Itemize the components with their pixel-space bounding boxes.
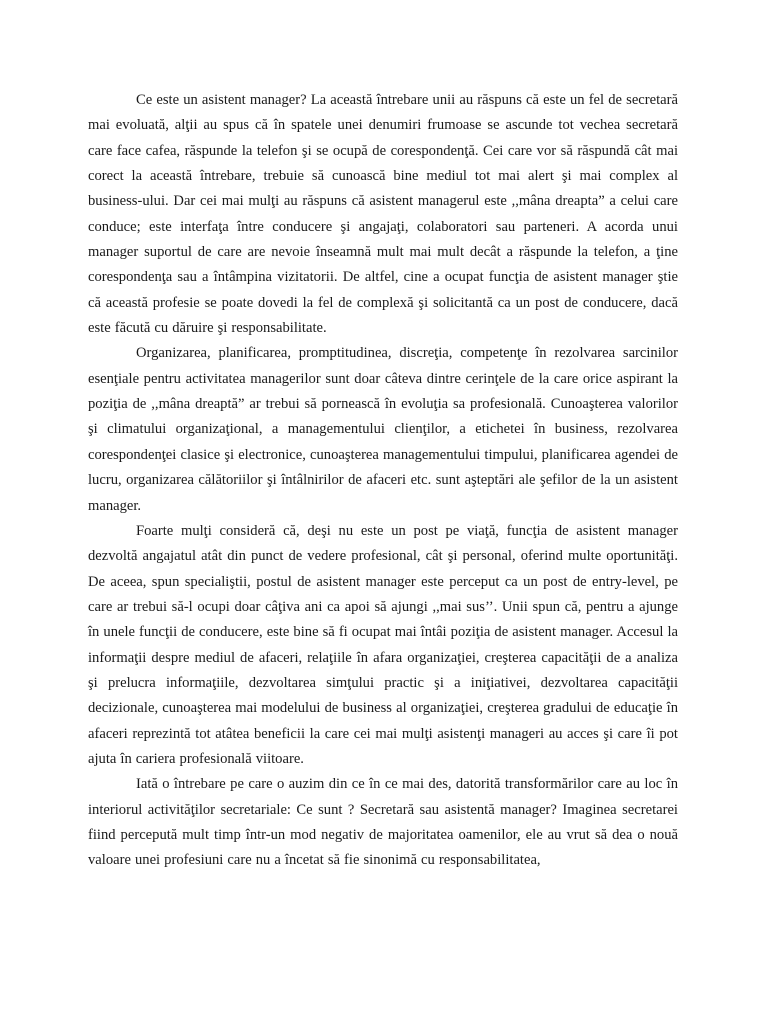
paragraph-4: Iată o întrebare pe care o auzim din ce în ce mai des, datorită transformărilor care au loc în interiorul activităţilor secretariale: Ce sunt ? Secretară sau asistentă manager? Imaginea secretarei fiind percepută mult timp într-un mod negativ de majoritatea oamenilor, ele au vrut să dea o nouă valoare unei profesiuni care nu a încetat să fie sinonimă cu responsabilitatea, <box>88 776 678 869</box>
paragraph-1: Ce este un asistent manager? La această întrebare unii au răspuns că este un fel de secretară mai evoluată, alţii au spus că în spatele unei denumiri frumoase se ascunde tot vechea secretară care face cafea, răspunde la telefon şi se ocupă de corespondenţă. Cei care vor să răspundă cât mai corect la această întrebare, trebuie să cunoască bine mediul tot mai alert şi mai complex al business-ului. Dar cei mai mulţi au răspuns că asistent managerul este ,,mâna dreapta” a celui care conduce; este interfaţa între conducere şi angajaţi, colaboratori sau parteneri. A acorda unui manager suportul de care are nevoie înseamnă mult mai mult decât a răspunde la telefon, a ţine corespondenţa sau a întâmpina vizitatorii. De altfel, cine a ocupat funcţia de asistent manager ştie că această profesie se poate dovedi la fel de complexă şi solicitantă ca un post de conducere, dacă este făcută cu dăruire şi responsabilitate. <box>88 92 678 337</box>
document-page <box>88 88 678 874</box>
paragraph-3: Foarte mulţi consideră că, deşi nu este un post pe viaţă, funcţia de asistent manager dezvoltă angajatul atât din punct de vedere profesional, cât şi personal, oferind multe oportunităţi. De aceea, spun specialiştii, postul de asistent manager este perceput ca un post de entry-level, pe care ar trebui să-l ocupi doar câţiva ani ca apoi să ajungi ,,mai sus’’. Unii spun că, pentru a ajunge în unele funcţii de conducere, este bine să fi ocupat mai întâi poziţia de asistent manager. Accesul la informaţii despre mediul de afaceri, relaţiile în afara organizaţiei, creşterea capacităţii de a analiza şi prelucra informaţiile, dezvoltarea simţului practic şi a iniţiativei, dezvoltarea capacităţii decizionale, cunoaşterea mai modelului de business al organizaţiei, creşterea gradului de educaţie în afaceri reprezintă tot atâtea beneficii la care cei mai mulţi asistenţi manageri au acces şi care îi pot ajuta în cariera profesională viitoare. <box>88 522 678 767</box>
paragraph-2: Organizarea, planificarea, promptitudinea, discreţia, competenţe în rezolvarea sarcinilor esenţiale pentru activitatea managerilor sunt doar câteva dintre cerinţele de la care orice aspirant la poziţia de ,,mâna dreaptă” ar trebui să pornească în evoluţia sa profesională. Cunoaşterea valorilor şi climatului organizaţional, a managementului clienţilor, a etichetei în business, rezolvarea corespondenţei clasice şi electronice, cunoaşterea managementului timpului, planificarea agendei de lucru, organizarea călătoriilor şi întâlnirilor de afaceri etc. sunt aşteptări ale şefilor de la un asistent manager. <box>88 345 678 514</box>
